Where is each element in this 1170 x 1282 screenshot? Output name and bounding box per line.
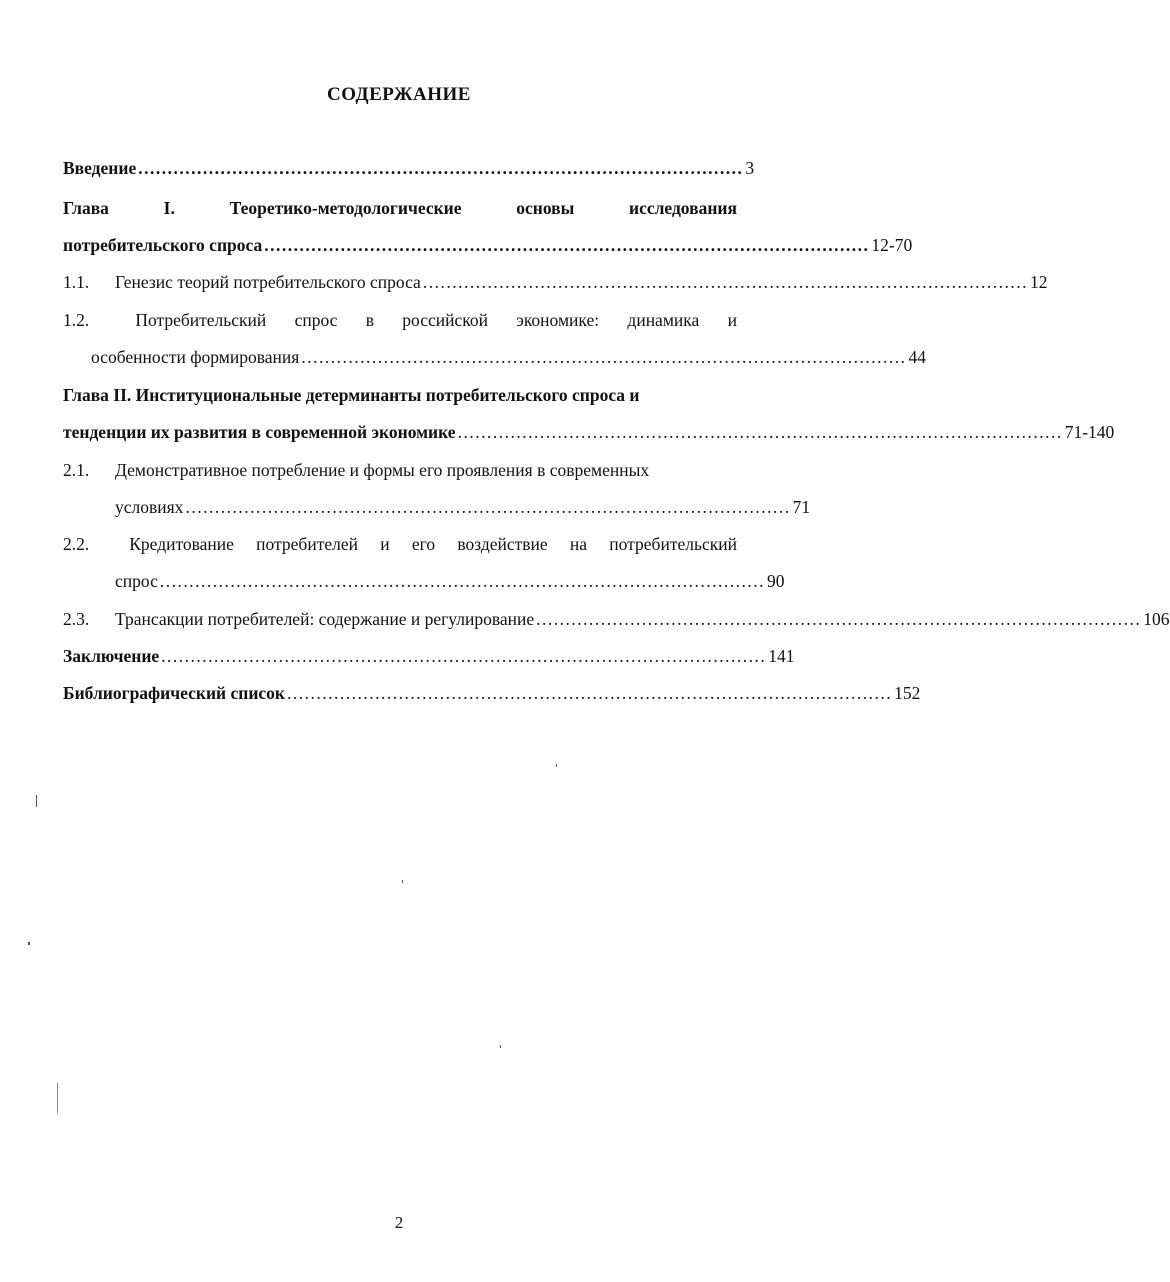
toc-entry-intro[interactable] (63, 153, 755, 183)
scan-speck (36, 795, 37, 807)
toc-entry-ch1-line2[interactable] (63, 230, 913, 260)
toc-word: на (569, 534, 588, 554)
toc-entry-1-2-line1[interactable] (63, 305, 737, 335)
toc-leader: ....................................................................................................... (457, 422, 1063, 442)
toc-page: 12 (1029, 272, 1048, 292)
toc-page: 106 (1143, 609, 1170, 629)
toc-entry-label: Глава II. Институциональные детерминанты потребительского спроса и (63, 385, 640, 405)
toc-page: 152 (894, 683, 921, 703)
toc-word: Глава (63, 198, 109, 218)
toc-entry-label: потребительского спроса (63, 235, 263, 255)
toc-word: I. (163, 198, 175, 218)
toc-entry-label: Заключение (63, 646, 160, 666)
toc-leader: ....................................................................................................... (185, 497, 791, 517)
scan-speck (500, 1045, 501, 1048)
toc-word: исследования (628, 198, 737, 218)
toc-word: Кредитование (129, 534, 234, 554)
toc-entry-label: Демонстративное потребление и формы его проявления в современных (115, 460, 650, 480)
toc-entry-bibliography[interactable] (63, 678, 921, 708)
toc-entry-2-2-line1[interactable] (63, 529, 737, 559)
toc-leader: ....................................................................................................... (159, 571, 765, 591)
scan-speck (57, 1083, 58, 1113)
toc-entry-label: Введение (63, 158, 137, 178)
toc-word: спрос (294, 310, 338, 330)
toc-entry-label: Библиографический список (63, 683, 286, 703)
toc-word: динамика (627, 310, 700, 330)
toc-entry-label: условиях (115, 497, 184, 517)
toc-word: и (727, 310, 737, 330)
scan-speck (402, 880, 403, 883)
toc-leader: ....................................................................................................... (287, 683, 893, 703)
toc-page: 44 (908, 347, 926, 367)
toc-word: российской (402, 310, 488, 330)
toc-number: 2.2. (63, 534, 90, 554)
toc-word: его (411, 534, 436, 554)
toc-page: 71 (792, 497, 811, 517)
toc-entry-label: Трансакции потребителей: содержание и регулирование (115, 609, 535, 629)
toc-number: 1.1. (63, 272, 90, 292)
toc-entry-label: Генезис теорий потребительского спроса (115, 272, 421, 292)
toc-entry-ch2-line1[interactable] (63, 380, 737, 410)
toc-word: Теоретико-методологические (229, 198, 462, 218)
toc-entry-label: особенности формирования (91, 347, 300, 367)
toc-entry-2-1-line2[interactable] (115, 492, 811, 522)
toc-leader: ....................................................................................................... (138, 158, 744, 178)
scan-speck (556, 764, 557, 767)
toc-entry-2-2-line2[interactable] (115, 566, 785, 596)
toc-number: 2.1. (63, 460, 90, 480)
page-number: 2 (394, 1213, 404, 1232)
toc-page: 71-140 (1064, 422, 1115, 442)
toc-number: 2.3. (63, 609, 90, 629)
toc-entry-ch1-line1[interactable] (63, 193, 737, 223)
toc-leader: ....................................................................................................... (301, 347, 907, 367)
toc-entry-label: тенденции их развития в современной экономике (63, 422, 456, 442)
toc-page: 141 (768, 646, 795, 666)
toc-leader: ....................................................................................................... (161, 646, 767, 666)
toc-word: основы (516, 198, 575, 218)
toc-word: потребителей (256, 534, 358, 554)
toc-entry-conclusion[interactable] (63, 641, 795, 671)
toc-word: воздействие (457, 534, 548, 554)
toc-word: в (365, 310, 374, 330)
toc-entry-1-2-line2[interactable] (91, 342, 926, 372)
toc-page: 12-70 (871, 235, 913, 255)
toc-word: Потребительский (135, 310, 267, 330)
toc-number: 1.2. (63, 310, 90, 330)
toc-entry-1-1[interactable] (63, 267, 1048, 297)
toc-leader: ....................................................................................................... (264, 235, 870, 255)
toc-word: экономике: (516, 310, 600, 330)
toc-entry-ch2-line2[interactable] (63, 417, 1115, 447)
toc-leader: ....................................................................................................... (422, 272, 1028, 292)
page-title: СОДЕРЖАНИЕ (327, 84, 471, 105)
toc-word: потребительский (609, 534, 737, 554)
toc-leader: ....................................................................................................... (536, 609, 1142, 629)
toc-word: и (380, 534, 390, 554)
toc-entry-label: спрос (115, 571, 158, 591)
toc-entry-2-1-line1[interactable] (63, 455, 737, 485)
toc-page: 3 (745, 158, 755, 178)
toc-entry-2-3[interactable] (63, 604, 1170, 634)
scan-speck (28, 942, 30, 945)
toc-page: 90 (766, 571, 785, 591)
